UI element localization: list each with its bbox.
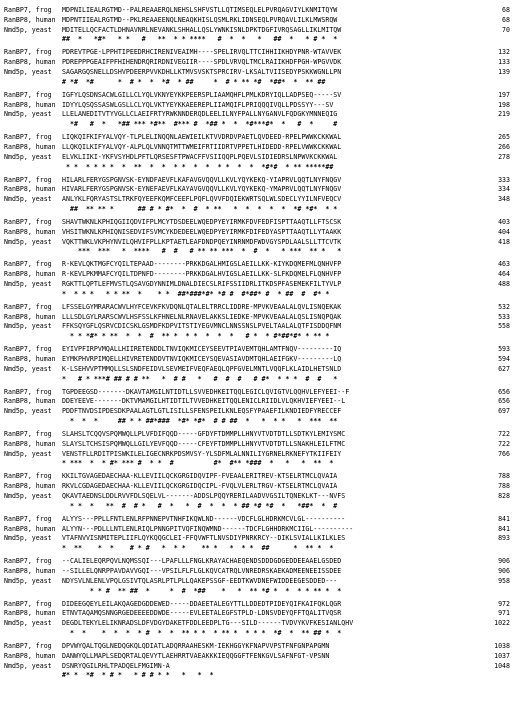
sequence-label: RanBP7, frog bbox=[4, 430, 52, 438]
sequence-row bbox=[4, 91, 510, 101]
sequence-residues: FFKSQYGFLQSRVCDICSKLGSMDFKDPVITSTIYEGVMNCLNNSSNSLPVELTAALALQTFISDDQFNM bbox=[62, 322, 342, 331]
sequence-label: RanBP8, human bbox=[4, 312, 56, 321]
sequence-label: RanBP7, frog bbox=[4, 514, 52, 523]
residue-position: 70 bbox=[502, 25, 510, 34]
sequence-residues: PDREVTPGE-LPPHTIPEEDRHCIRENIVEAIMH----SPELIRVQLTTCIHHIIKHDYPNR-WTAVVEK bbox=[62, 48, 342, 57]
conservation-symbols: *** *** * **** # # # ** ** *** * # * * *** ** * * bbox=[62, 247, 342, 256]
sequence-residues: HILARLFERYGSPGNVSK-EYNDFAEVFLKAFAVGVQQVLLKVLYQYKEKQ-YIAPRVLQQTLNYFNQGV bbox=[62, 175, 342, 184]
sequence-residues: RGKTTLQPTLEFMVSTLQSAVGDYNNIMLDNALDIECSLRIFSSIIDRLITKDSPFASEMEKFILTYVLP bbox=[62, 279, 342, 288]
sequence-row bbox=[4, 567, 510, 577]
sequence-row bbox=[4, 577, 510, 587]
residue-position: 766 bbox=[498, 449, 510, 458]
residue-position: 265 bbox=[498, 133, 510, 142]
sequence-residues: MDITELLQCFACTLDHNAVNRLNEVANKLSHHALLQSLYWNKISNLDPKTDGFIVRQSAGLLIKLMITQW bbox=[62, 25, 342, 34]
conservation-symbols: * * * ## * * ##*### *#* *#* # # ## * * * * * *** ** bbox=[62, 416, 338, 425]
sequence-residues: LIQKQIFKIFYALVQY-TLPLELINQQNLAEWIEILKTVVDRDVPAETLQVDEED-RPELPWWKCKKWAL bbox=[62, 133, 342, 142]
sequence-row bbox=[4, 388, 510, 398]
sequence-row bbox=[4, 313, 510, 323]
residue-position: 219 bbox=[498, 110, 510, 119]
residue-position: 627 bbox=[498, 364, 510, 373]
conservation-symbols: * ** * * # * # * * * ** * * * * ## * ** * * bbox=[62, 544, 338, 553]
sequence-label: Nmd5p, yeast bbox=[4, 364, 52, 373]
residue-position: 558 bbox=[498, 322, 510, 331]
residue-position: 404 bbox=[498, 227, 510, 236]
conservation-symbols: # *# *# * # * * *# * ## * # * ** *# *##* * ** ## bbox=[62, 77, 342, 86]
conservation-row bbox=[4, 629, 510, 639]
sequence-row bbox=[4, 110, 510, 120]
residue-position: 132 bbox=[498, 48, 510, 57]
alignment-block bbox=[4, 600, 510, 639]
conservation-row bbox=[4, 120, 510, 130]
sequence-label: Nmd5p, yeast bbox=[4, 491, 52, 500]
sequence-label: Nmd5p, yeast bbox=[4, 449, 52, 458]
sequence-label: Nmd5p, yeast bbox=[4, 237, 52, 246]
sequence-residues: LLQKQILKIFYALVQY-ALPLQLVNNQTMTTWMEIFRTIIDRTVPPETLHIDEDD-RPELVWWKCKKWAL bbox=[62, 142, 342, 151]
conservation-row bbox=[4, 78, 510, 88]
sequence-row bbox=[4, 609, 510, 619]
conservation-row bbox=[4, 35, 510, 45]
residue-position: 266 bbox=[498, 142, 510, 151]
sequence-residues: TGPDEEGSD-------DKAVTAMGILNTIDTLLSVVEDHKEITQQLEGICLQVIGTVLQQHVLEFYEEI--F bbox=[62, 387, 350, 396]
conservation-row bbox=[4, 671, 510, 681]
residue-position: 197 bbox=[498, 90, 510, 99]
residue-position: 333 bbox=[498, 175, 510, 184]
sequence-row bbox=[4, 440, 510, 450]
sequence-row bbox=[4, 185, 510, 195]
sequence-label: RanBP7, frog bbox=[4, 133, 52, 142]
sequence-residues: ALYYN---PDLLLNTLENLRIQLPNNGPITVQFINQWMND------TDCFLGHHDRKMCIIGL---------- bbox=[62, 524, 354, 533]
sequence-residues: ANLYKLFQRYASTSLTRKFQYEEFKQMFCEEFLPQFLQVVFDQIEKWRTSQLWLSDECLYYILNFVEQCV bbox=[62, 195, 342, 204]
alignment-block bbox=[4, 642, 510, 681]
alignment-block bbox=[4, 515, 510, 554]
alignment-block bbox=[4, 430, 510, 469]
residue-position: 139 bbox=[498, 67, 510, 76]
sequence-row bbox=[4, 600, 510, 610]
sequence-residues: EYMKPHVRPIMQELLHIVRETENDDVTNVIQKMICEYSQEVASIAVDMTQHLAEIFGKV---------LQ bbox=[62, 354, 342, 363]
alignment-block bbox=[4, 303, 510, 342]
residue-position: 841 bbox=[498, 514, 510, 523]
residue-position: 1022 bbox=[494, 619, 510, 628]
sequence-label: RanBP7, frog bbox=[4, 260, 52, 269]
sequence-residues: ETNVTAQAMQSNNGRGEDEEEEDDWDE-----EVLEETALEGFSTPLD-LDNSVDEYQFFTQALITVQSR bbox=[62, 609, 342, 618]
residue-position: 893 bbox=[498, 534, 510, 543]
sequence-label: RanBP8, human bbox=[4, 58, 56, 67]
sequence-label: Nmd5p, yeast bbox=[4, 619, 52, 628]
sequence-label: Nmd5p, yeast bbox=[4, 110, 52, 119]
conservation-row bbox=[4, 290, 510, 300]
sequence-label: Nmd5p, yeast bbox=[4, 279, 52, 288]
residue-position: 722 bbox=[498, 430, 510, 438]
sequence-residues: PDDFTNVDSIPDESDKPAALAGTLGTLISILLSFENSPEILKNLEQSFYPAAEFILKNDIEDFYRECCEF bbox=[62, 407, 342, 416]
sequence-row bbox=[4, 557, 510, 567]
residue-position: 906 bbox=[498, 566, 510, 575]
conservation-row bbox=[4, 163, 510, 173]
residue-position: 971 bbox=[498, 609, 510, 618]
alignment-block bbox=[4, 557, 510, 596]
conservation-symbols: * * * ** # # * # * * # * * * ## *# *# * *##* * # bbox=[62, 501, 338, 510]
sequence-label: Nmd5p, yeast bbox=[4, 25, 52, 34]
sequence-label: RanBP8, human bbox=[4, 185, 56, 194]
sequence-row bbox=[4, 397, 510, 407]
sequence-residues: --SILLELQNRPPAVDAVVGQI---VPSILFLFLGLKQVCATRQLVNREDRSKAEKADMEENEEISSDEE bbox=[62, 566, 342, 575]
residue-position: 1038 bbox=[494, 642, 510, 650]
sequence-row bbox=[4, 355, 510, 365]
sequence-label: RanBP7, frog bbox=[4, 218, 52, 226]
sequence-residues: ELVKLIIKI-YKFVSYHDLPFTLQRSESFTPWACFFVSIIQQPLPQEVLSIDIEDRSLNPWVKCKKWAL bbox=[62, 152, 338, 161]
sequence-row bbox=[4, 218, 510, 228]
residue-position: 906 bbox=[498, 557, 510, 566]
alignment-block bbox=[4, 48, 510, 87]
sequence-row bbox=[4, 195, 510, 205]
sequence-residues: DANWYQLLMAPLSEDQRTALQEVYTLAEHRRTVAEAKKKIEQQGGFTFENKGVLSAFNFGT-VPSNN bbox=[62, 651, 330, 660]
sequence-label: Nmd5p, yeast bbox=[4, 322, 52, 331]
conservation-row bbox=[4, 544, 510, 554]
residue-position: 133 bbox=[498, 58, 510, 67]
sequence-residues: DSNRYQGILRHLTPADQELFMGIMN-A bbox=[62, 661, 170, 670]
sequence-residues: SLAHSLTCQQVSPQMWQLLPLVFDIFQQD-----GFDYFTDMMPLLHNYVTVDTDTLLSDTKYLEMIYSMC bbox=[62, 430, 346, 438]
residue-position: 348 bbox=[498, 195, 510, 204]
sequence-label: RanBP8, human bbox=[4, 227, 56, 236]
alignment-block bbox=[4, 260, 510, 299]
sequence-residues: PDREPPPGEAIFPFHIHENDRQRIRDNIVEGIIR----SPDLVRVQLTMCLRAIIKHDFPGH-WPGVVDK bbox=[62, 58, 342, 67]
alignment-block bbox=[4, 176, 510, 215]
sequence-residues: DDEYEEVE-------DKTVMAMGILHTIDTILTVVEDHKEITQQLENICLRIIDLVLQKHVIEFYEEI--L bbox=[62, 397, 346, 406]
sequence-row bbox=[4, 68, 510, 78]
sequence-row bbox=[4, 642, 510, 652]
alignment-block bbox=[4, 6, 510, 45]
residue-position: 656 bbox=[498, 387, 510, 396]
sequence-residues: QKAVTAEDNSLDDLRVVFDLSQELVL-------ADDSLPQQYRERILAADVVGSILTQNEKLKT---NVFS bbox=[62, 491, 346, 500]
sequence-residues: KKILTGVAGEDAECHAA-KLLEVIILQCKGRGIDQVIPF-FVEAALERITREV-KTSELRTMCLQVAIA bbox=[62, 472, 338, 481]
sequence-label: Nmd5p, yeast bbox=[4, 152, 52, 161]
sequence-label: RanBP8, human bbox=[4, 609, 56, 618]
alignment-block bbox=[4, 91, 510, 130]
sequence-residues: R-KEVLQKTMGFCYQILTEPAAD--------PRKKDGALHMIGSLAEILLKK-KIYKDQMEFMLQNHVFP bbox=[62, 260, 342, 269]
sequence-row bbox=[4, 515, 510, 525]
residue-position: 788 bbox=[498, 472, 510, 481]
sequence-residues: DIDEEGQEYLEILAKQAGEDGDDEWED-----DDAEETALEGYTTLLDDEDTPIDEYQIFKAIFQKLQGR bbox=[62, 599, 342, 608]
residue-position: 1048 bbox=[494, 661, 510, 670]
residue-position: 463 bbox=[498, 260, 510, 269]
sequence-row bbox=[4, 407, 510, 417]
sequence-row bbox=[4, 238, 510, 248]
sequence-row bbox=[4, 16, 510, 26]
sequence-label: RanBP7, frog bbox=[4, 642, 52, 650]
conservation-symbols: * * # ** ## * * # *## * * ** *# * * * * ** * * bbox=[62, 586, 342, 595]
sequence-row bbox=[4, 153, 510, 163]
residue-position: 828 bbox=[498, 491, 510, 500]
residue-position: 403 bbox=[498, 218, 510, 226]
residue-position: 464 bbox=[498, 270, 510, 279]
sequence-label: Nmd5p, yeast bbox=[4, 407, 52, 416]
sequence-row bbox=[4, 430, 510, 440]
conservation-symbols: * # * ***# ## # # ** * # # * # # # # #* * * * # # * bbox=[62, 374, 338, 383]
sequence-row bbox=[4, 58, 510, 68]
alignment-block bbox=[4, 472, 510, 511]
sequence-label: RanBP8, human bbox=[4, 482, 56, 491]
sequence-residues: EYIVPFIRPVMQALLHIIRETENDDLTNVIQKMICEYSEEVTPIAVEMTQHLAMTFNQV---------IQ bbox=[62, 345, 342, 354]
sequence-label: RanBP8, human bbox=[4, 439, 56, 448]
sequence-residues: VHSITWKNLKPHIQNISEDVIFSVMCYKDEDEELWQEDPYEYIRMKFDIFEDYASPTTAAQTLLYTAAKK bbox=[62, 227, 342, 236]
alignment-block bbox=[4, 345, 510, 384]
sequence-label: RanBP7, frog bbox=[4, 175, 52, 184]
sequence-residues: LLELANEDITVTYVGLLCLAEIFRTYRWKNNDERQDLEELILNYFPALLNYGANVLFQDGKYMNNEQIG bbox=[62, 110, 338, 119]
sequence-residues: RKVLCGDAGEDAECHAA-KLLEVIILQCKGRGIDQCIPL-FVQLVLERLTRGV-KTSELRTMCLQVAIA bbox=[62, 482, 338, 491]
conservation-row bbox=[4, 459, 510, 469]
residue-position: 788 bbox=[498, 482, 510, 491]
sequence-row bbox=[4, 133, 510, 143]
sequence-row bbox=[4, 525, 510, 535]
sequence-label: Nmd5p, yeast bbox=[4, 576, 52, 585]
sequence-residues: R-KEVLPKMMAFCYQILTDPNFD--------PRKKDGALHVIGSLAEILLKK-SLFKDQMELFLQNHVFP bbox=[62, 270, 342, 279]
sequence-label: RanBP8, human bbox=[4, 354, 56, 363]
sequence-row bbox=[4, 619, 510, 629]
sequence-row bbox=[4, 472, 510, 482]
sequence-row bbox=[4, 101, 510, 111]
sequence-residues: --CALIELEQRPQVLNQMSSQI---LPAFLLLFNGLKRAYACHAEQENDSDDDGDGEDDEEAAELGSDED bbox=[62, 557, 342, 566]
conservation-row bbox=[4, 417, 510, 427]
sequence-row bbox=[4, 6, 510, 16]
sequence-label: RanBP8, human bbox=[4, 524, 56, 533]
sequence-residues: SLAYSLTCHSISPQMWQLLGILYEVFQQD-----CFEYFTDMMPLLHNYVTVDTDTLLSNAKHLEILFTMC bbox=[62, 439, 346, 448]
sequence-row bbox=[4, 534, 510, 544]
sequence-row bbox=[4, 662, 510, 672]
sequence-residues: DPVWYQALTQGLNEDQGKQLQDIATLADQRRAAHESKM-IEKHGGYKFNAPVVPSTFNFGNPAPGMN bbox=[62, 642, 330, 650]
sequence-residues: LFSSELGYMRARACWVLHYFCEVKFKVDQNLQTALELTRRCLIDDRE-MPVKVEAALALQVLISNQEKAK bbox=[62, 302, 342, 311]
residue-position: 68 bbox=[502, 6, 510, 14]
sequence-residues: VTAFNVVISNMITEPLIIFLQYKQQGCLEI-FFQVWFTLNVSDIYPNRKRCY--DIKLSVIALLKILKLES bbox=[62, 534, 346, 543]
sequence-residues: IDYYLQSQSSASWLGSLLCLYQLVKTYEYKKAEEREPLIIAMQIFLPRIQQQIVQLLPDSSYY---SV bbox=[62, 100, 334, 109]
conservation-symbols: * *** * * #* *** # * * # #* #** *### * * * ** * bbox=[62, 459, 342, 468]
residue-position: 334 bbox=[498, 185, 510, 194]
sequence-residues: DEGDLTEKYLELIKNRADSLDFVDGYDAKETFDDLEEDPLTG---SILD------TVDVYKVFKESIANLQHV bbox=[62, 619, 354, 628]
residue-position: 656 bbox=[498, 397, 510, 406]
sequence-residues: VENSTFLLRDITPISWKILELIGECNRKPDSMVSY-YLSDFMLALNNILIYGRNELRKNEFYTKIIFEIY bbox=[62, 449, 342, 458]
sequence-row bbox=[4, 303, 510, 313]
conservation-symbols: * * * * * * ** * * * ##*###*#* *# # #*##* # * ## # #* * bbox=[62, 289, 342, 298]
sequence-row bbox=[4, 652, 510, 662]
conservation-row bbox=[4, 375, 510, 385]
sequence-residues: HIVARLFERYGSPGNVSK-EYNEFAEVFLKAYAVGVQQVLLKVLYQYKEKQ-YMAPRVLQQTLNYFNQGV bbox=[62, 185, 342, 194]
sequence-label: RanBP8, human bbox=[4, 270, 56, 279]
conservation-row bbox=[4, 502, 510, 512]
sequence-label: RanBP8, human bbox=[4, 651, 56, 660]
sequence-label: RanBP7, frog bbox=[4, 387, 52, 396]
sequence-label: RanBP7, frog bbox=[4, 557, 52, 566]
sequence-residues: IGFYLQSDNSACWLGILLCLYQLVKNYEYKKPEERSPLIAAMQHFLPMLKDRYIQLLADPSEQ-----SV bbox=[62, 90, 342, 99]
residue-position: 198 bbox=[498, 100, 510, 109]
sequence-label: RanBP8, human bbox=[4, 142, 56, 151]
sequence-residues: K-LSEHVVPTMMQLLSLSNDFEIDVLSEVMEIFVEQFAEQLQPFGVELMNTLVQQFLKLAIDLHETSNLD bbox=[62, 364, 342, 373]
conservation-symbols: * * * * * * # * * ** * * * ** * * * * *# * ** ## * * bbox=[62, 628, 342, 637]
sequence-row bbox=[4, 176, 510, 186]
sequence-label: Nmd5p, yeast bbox=[4, 195, 52, 204]
sequence-row bbox=[4, 345, 510, 355]
residue-position: 722 bbox=[498, 439, 510, 448]
conservation-row bbox=[4, 247, 510, 257]
sequence-row bbox=[4, 450, 510, 460]
residue-position: 972 bbox=[498, 599, 510, 608]
sequence-label: RanBP7, frog bbox=[4, 302, 52, 311]
conservation-symbols: * * * * * * * ** * * * * * * * * * * *#*# * ** *****## bbox=[62, 162, 334, 171]
conservation-symbols: ## * *#* * * # ** * * **** # * * * ## * * # * * bbox=[62, 35, 338, 44]
residue-position: 958 bbox=[498, 576, 510, 585]
sequence-residues: LLLSDLGYLRARSCWVLHSFSSLKFHNELNLRNAVELAKKSLIEDKE-MPVKVEAALALQSLISNQPQAK bbox=[62, 312, 342, 321]
sequence-residues: VQKTTWKLVKPHYNVILQHVIFPLLKPTAETLEAFDNDPQEYINRNMDFWDVGYSPDLAALSLLTTCVTK bbox=[62, 237, 342, 246]
sequence-row bbox=[4, 48, 510, 58]
sequence-label: RanBP8, human bbox=[4, 100, 56, 109]
sequence-residues: SAGARGQSNELLDSHVPDEERPVVKDHLLKTMVSVSKTSPRCIRV-LKSALTVIISEDYPSKKWGNLLPN bbox=[62, 67, 342, 76]
conservation-symbols: #* * *# * # * * # # * * * * * bbox=[62, 671, 214, 680]
residue-position: 1037 bbox=[494, 651, 510, 660]
alignment-block bbox=[4, 388, 510, 427]
conservation-row bbox=[4, 587, 510, 597]
sequence-residues: MDPNTIIEALRGTMD--PKLREAAEENQLNEAQKHISLQSMLRKLIDNSEQLPVRQAVLILKLMWSRQW bbox=[62, 15, 338, 24]
sequence-label: RanBP7, frog bbox=[4, 90, 52, 99]
sequence-row bbox=[4, 228, 510, 238]
sequence-row bbox=[4, 492, 510, 502]
residue-position: 488 bbox=[498, 279, 510, 288]
sequence-label: Nmd5p, yeast bbox=[4, 661, 52, 670]
sequence-row bbox=[4, 270, 510, 280]
residue-position: 594 bbox=[498, 354, 510, 363]
sequence-label: RanBP7, frog bbox=[4, 472, 52, 481]
residue-position: 533 bbox=[498, 312, 510, 321]
alignment-block bbox=[4, 218, 510, 257]
sequence-row bbox=[4, 322, 510, 332]
sequence-label: RanBP8, human bbox=[4, 397, 56, 406]
conservation-symbols: ## ** ** * ## # * #* * # * ** * * * * * *# *#* * * bbox=[62, 204, 338, 213]
sequence-row bbox=[4, 143, 510, 153]
sequence-label: RanBP7, frog bbox=[4, 599, 52, 608]
residue-position: 841 bbox=[498, 524, 510, 533]
sequence-row bbox=[4, 365, 510, 375]
residue-position: 593 bbox=[498, 345, 510, 354]
conservation-row bbox=[4, 205, 510, 215]
residue-position: 532 bbox=[498, 302, 510, 311]
conservation-symbols: *# # * *## *** *#** #*** # *## * * *#***#* * # * # bbox=[62, 120, 342, 129]
sequence-label: Nmd5p, yeast bbox=[4, 67, 52, 76]
conservation-row bbox=[4, 332, 510, 342]
sequence-label: Nmd5p, yeast bbox=[4, 534, 52, 543]
sequence-row bbox=[4, 482, 510, 492]
sequence-row bbox=[4, 260, 510, 270]
sequence-row bbox=[4, 280, 510, 290]
sequence-residues: ALYYS---PPLLFNTLENLRFPNNEPVTNHFIKQWLND------VDCFLGLHDRKMCVLGL---------- bbox=[62, 514, 346, 523]
sequence-residues: SHAVTWKNLKPHIQGIIQDVIFPLMCYTDSDEELWQEDPYEYIRMKFDVFEDFISPTTAAQTLLFTSCSK bbox=[62, 218, 342, 226]
sequence-residues: NDYSVLNLENLVPQLGSIVTQLASRLPTLPLLQAKEPSSGF-EEDTKWVDNEFWIDDEEGESDDED--- bbox=[62, 576, 338, 585]
sequence-row bbox=[4, 26, 510, 36]
residue-position: 278 bbox=[498, 152, 510, 161]
sequence-residues: MDPNILIEALRGTMD--PALREAAERQLNEHSLSHFVSTLLQTIMSEQLELPVRQAGVIYLKNMITQYW bbox=[62, 6, 338, 14]
sequence-label: RanBP7, frog bbox=[4, 6, 52, 14]
sequence-label: RanBP8, human bbox=[4, 566, 56, 575]
sequence-label: RanBP7, frog bbox=[4, 48, 52, 57]
residue-position: 68 bbox=[502, 15, 510, 24]
conservation-symbols: * * *#* * ** * * # ** * * * * * * # * * #*##*#* * ** * bbox=[62, 332, 338, 341]
residue-position: 697 bbox=[498, 407, 510, 416]
residue-position: 418 bbox=[498, 237, 510, 246]
sequence-label: RanBP7, frog bbox=[4, 345, 52, 354]
alignment-block bbox=[4, 133, 510, 172]
sequence-label: RanBP8, human bbox=[4, 15, 56, 24]
